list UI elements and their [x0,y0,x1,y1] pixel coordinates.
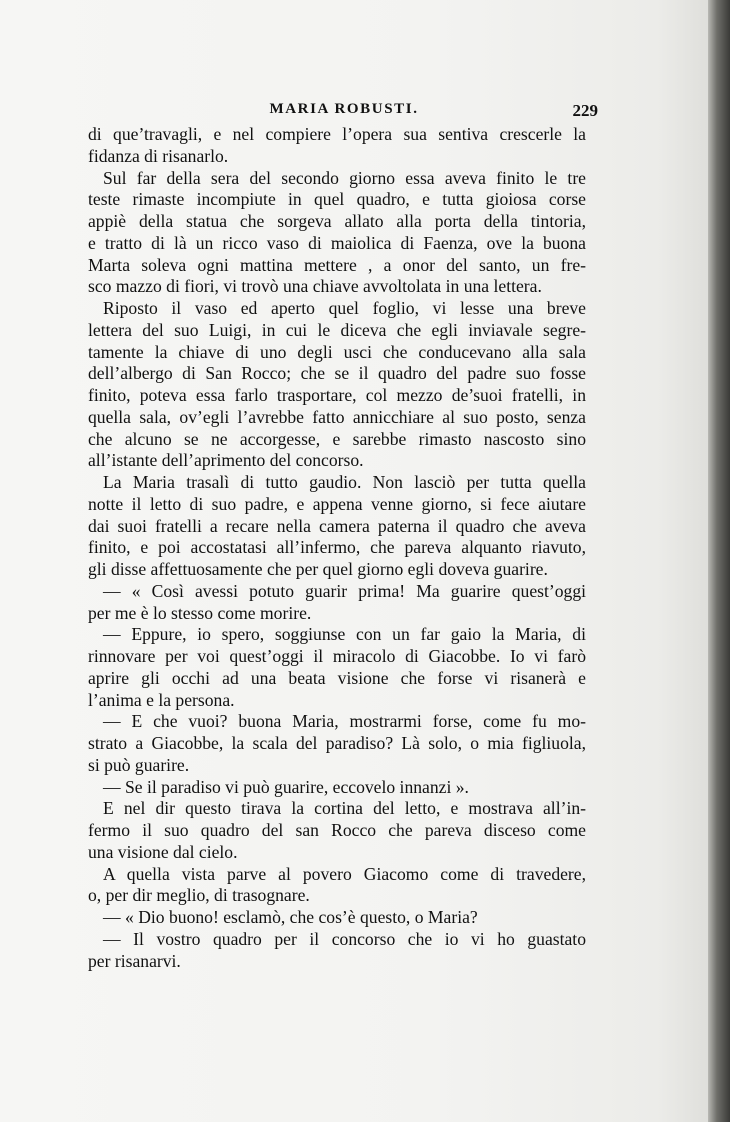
paragraph [88,777,586,799]
text-line: — Eppure, io spero, soggiunse con un far gaio la Maria, di [103,624,586,645]
paragraph [88,864,586,908]
body-text [88,124,586,972]
text-line: o, per dir meglio, di trasognare. [88,885,310,906]
text-line: — E che vuoi? buona Maria, mostrarmi forse, come fu mo- [103,711,586,732]
text-line: rinnovare per voi quest’oggi il miracolo di Giacobbe. Io vi farò [88,646,586,666]
text-line: dai suoi fratelli a recare nella camera paterna il quadro che aveva [88,515,586,536]
paragraph [88,124,586,168]
text-line: teste rimaste incompiute in quel quadro, e tutta gioiosa corse [88,189,586,210]
paragraph [88,907,586,929]
paragraph [88,168,586,299]
text-line: e tratto di là un ricco vaso di maiolica di Faenza, ove la buona [88,232,586,253]
text-line: finito, e poi accostatasi all’infermo, che pareva alquanto riavuto, [88,537,586,558]
paragraph [88,624,586,711]
text-line: dell’albergo di San Rocco; che se il quadro del padre suo fosse [88,363,586,384]
book-spine-edge [708,0,730,1122]
paragraph [88,472,586,581]
paragraph [88,798,586,863]
text-line: per risanarvi. [88,950,181,971]
text-line: aprire gli occhi ad una beata visione che forse vi risanerà e [88,667,586,688]
text-line: fermo il suo quadro del san Rocco che pareva disceso come [88,820,586,840]
text-line: gli disse affettuosamente che per quel giorno egli doveva guarire. [88,559,548,579]
text-line: per me è lo stesso come morire. [88,602,312,623]
text-line: E nel dir questo tirava la cortina del letto, e mostrava all’in- [103,798,586,819]
text-line: che alcuno se ne accorgesse, e sarebbe rimasto nascosto sino [88,428,586,449]
text-line: Sul far della sera del secondo giorno essa aveva finito le tre [103,167,586,188]
running-title: MARIA ROBUSTI. [269,101,419,117]
text-line: si può guarire. [88,754,190,775]
text-line: sco mazzo di fiori, vi trovò una chiave avvoltolata in una lettera. [88,276,542,297]
text-line: quella sala, ov’egli l’avrebbe fatto annicchiare al suo posto, senza [88,406,586,427]
text-line: all’istante dell’aprimento del concorso. [88,450,364,471]
text-line: — « Così avessi potuto guarir prima! Ma guarire quest’oggi [103,580,586,601]
text-line: Riposto il vaso ed aperto quel foglio, vi lesse una breve [103,298,586,318]
text-line: strato a Giacobbe, la scala del paradiso? Là solo, o mia figliuola, [88,733,586,753]
text-line: A quella vista parve al povero Giacomo come di travedere, [103,863,586,884]
text-line: di que’travagli, e nel compiere l’opera sua sentiva crescerle la [88,124,586,144]
text-line: notte il letto di suo padre, e appena venne giorno, si fece aiutare [88,493,586,514]
text-line: fidanza di risanarlo. [88,145,229,166]
text-line: tamente la chiave di uno degli usci che conducevano alla sala [88,341,586,362]
text-line: Marta soleva ogni mattina mettere , a onor del santo, un fre- [88,254,586,275]
text-line: — Il vostro quadro per il concorso che io vi ho guastato [103,928,586,949]
page-header [88,101,600,123]
paragraph [88,711,586,776]
paragraph [88,929,586,973]
text-line: finito, poteva essa farlo trasportare, col mezzo de’suoi fratelli, in [88,385,586,405]
text-line: lettera del suo Luigi, in cui le diceva che egli inviavale segre- [88,319,586,340]
paragraph [88,581,586,625]
text-line: una visione dal cielo. [88,841,238,862]
paragraph [88,298,586,472]
text-line: — Se il paradiso vi può guarire, eccovelo innanzi ». [103,776,469,797]
text-line: — « Dio buono! esclamò, che cos’è questo, o Maria? [103,907,478,927]
text-line: La Maria trasalì di tutto gaudio. Non lasciò per tutta quella [103,472,586,492]
text-line: l’anima e la persona. [88,689,235,710]
text-line: appiè della statua che sorgeva allato alla porta della tintoria, [88,211,586,231]
page-number: 229 [572,101,598,120]
